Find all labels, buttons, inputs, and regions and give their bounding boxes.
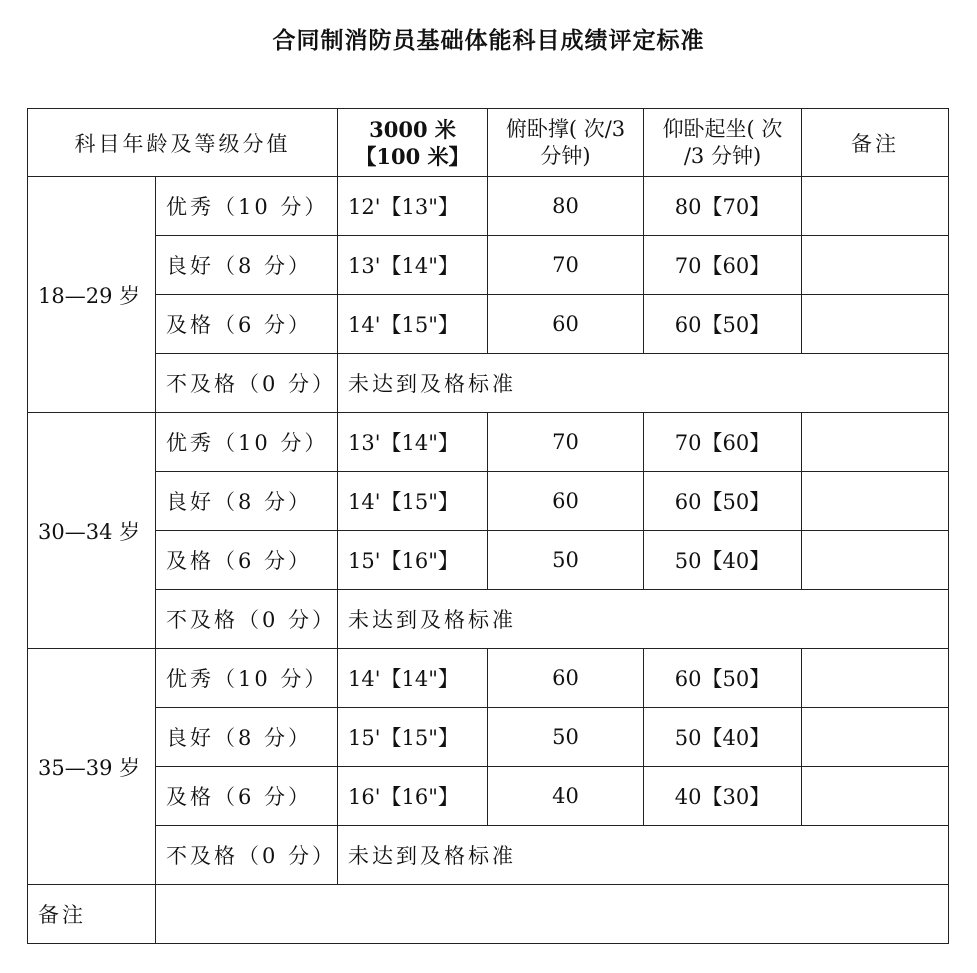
table-row — [28, 472, 949, 531]
run-cell: 13'【14"】 — [338, 236, 488, 295]
pushup-cell: 70 — [488, 236, 644, 295]
table-header-row — [28, 109, 949, 177]
remark-cell — [802, 767, 949, 826]
pushup-cell: 60 — [488, 295, 644, 354]
standards-table — [27, 108, 949, 944]
header-subject-age-grade: 科目年龄及等级分值 — [28, 109, 338, 177]
remark-cell — [802, 177, 949, 236]
footer-remark-row — [28, 885, 949, 944]
run-cell: 16'【16"】 — [338, 767, 488, 826]
run-cell: 15'【16"】 — [338, 531, 488, 590]
remark-cell — [802, 708, 949, 767]
fail-text-cell: 未达到及格标准 — [338, 826, 949, 885]
grade-cell: 良好（8 分） — [156, 708, 338, 767]
fail-grade-cell: 不及格（0 分） — [156, 590, 338, 649]
footer-remark-label: 备注 — [28, 885, 156, 944]
run-cell: 14'【14"】 — [338, 649, 488, 708]
run-cell: 14'【15"】 — [338, 472, 488, 531]
pushup-cell: 50 — [488, 531, 644, 590]
situp-cell: 70【60】 — [644, 413, 802, 472]
table-row — [28, 413, 949, 472]
grade-cell: 及格（6 分） — [156, 295, 338, 354]
situp-cell: 60【50】 — [644, 472, 802, 531]
table-row — [28, 767, 949, 826]
pushup-cell: 70 — [488, 413, 644, 472]
table-row — [28, 177, 949, 236]
grade-cell: 优秀（10 分） — [156, 413, 338, 472]
age-group-cell: 30—34 岁 — [28, 413, 156, 649]
grade-cell: 及格（6 分） — [156, 531, 338, 590]
age-group-cell: 35—39 岁 — [28, 649, 156, 885]
run-cell: 13'【14"】 — [338, 413, 488, 472]
grade-cell: 优秀（10 分） — [156, 649, 338, 708]
table-row — [28, 236, 949, 295]
remark-cell — [802, 236, 949, 295]
pushup-cell: 60 — [488, 472, 644, 531]
situp-cell: 60【50】 — [644, 295, 802, 354]
grade-cell: 良好（8 分） — [156, 472, 338, 531]
run-cell: 15'【15"】 — [338, 708, 488, 767]
fail-grade-cell: 不及格（0 分） — [156, 826, 338, 885]
fail-row — [28, 590, 949, 649]
situp-cell: 50【40】 — [644, 531, 802, 590]
header-pushup-line1: 俯卧撑( 次/3 — [505, 116, 626, 141]
header-situp — [644, 109, 802, 177]
remark-cell — [802, 413, 949, 472]
pushup-cell: 80 — [488, 177, 644, 236]
pushup-cell: 50 — [488, 708, 644, 767]
header-situp-line1: 仰卧起坐( 次 — [662, 116, 783, 141]
remark-cell — [802, 472, 949, 531]
table-row — [28, 531, 949, 590]
table-row — [28, 295, 949, 354]
remark-cell — [802, 295, 949, 354]
situp-cell: 80【70】 — [644, 177, 802, 236]
fail-grade-cell: 不及格（0 分） — [156, 354, 338, 413]
pushup-cell: 40 — [488, 767, 644, 826]
situp-cell: 50【40】 — [644, 708, 802, 767]
pushup-cell: 60 — [488, 649, 644, 708]
situp-cell: 40【30】 — [644, 767, 802, 826]
grade-cell: 及格（6 分） — [156, 767, 338, 826]
header-run-line1: 3000 米 — [369, 116, 456, 142]
header-remark: 备注 — [802, 109, 949, 177]
run-cell: 12'【13"】 — [338, 177, 488, 236]
run-cell: 14'【15"】 — [338, 295, 488, 354]
table-row — [28, 708, 949, 767]
remark-cell — [802, 531, 949, 590]
grade-cell: 良好（8 分） — [156, 236, 338, 295]
fail-row — [28, 826, 949, 885]
table-row — [28, 649, 949, 708]
header-run-line2: 【100 米】 — [355, 143, 470, 169]
situp-cell: 70【60】 — [644, 236, 802, 295]
remark-cell — [802, 649, 949, 708]
grade-cell: 优秀（10 分） — [156, 177, 338, 236]
fail-text-cell: 未达到及格标准 — [338, 354, 949, 413]
header-pushup — [488, 109, 644, 177]
header-run — [338, 109, 488, 177]
fail-row — [28, 354, 949, 413]
header-pushup-line2: 分钟) — [540, 143, 591, 168]
fail-text-cell: 未达到及格标准 — [338, 590, 949, 649]
page-title: 合同制消防员基础体能科目成绩评定标准 — [272, 28, 705, 54]
situp-cell: 60【50】 — [644, 649, 802, 708]
footer-remark-value — [156, 885, 949, 944]
header-situp-line2: /3 分钟) — [683, 143, 762, 168]
age-group-cell: 18—29 岁 — [28, 177, 156, 413]
